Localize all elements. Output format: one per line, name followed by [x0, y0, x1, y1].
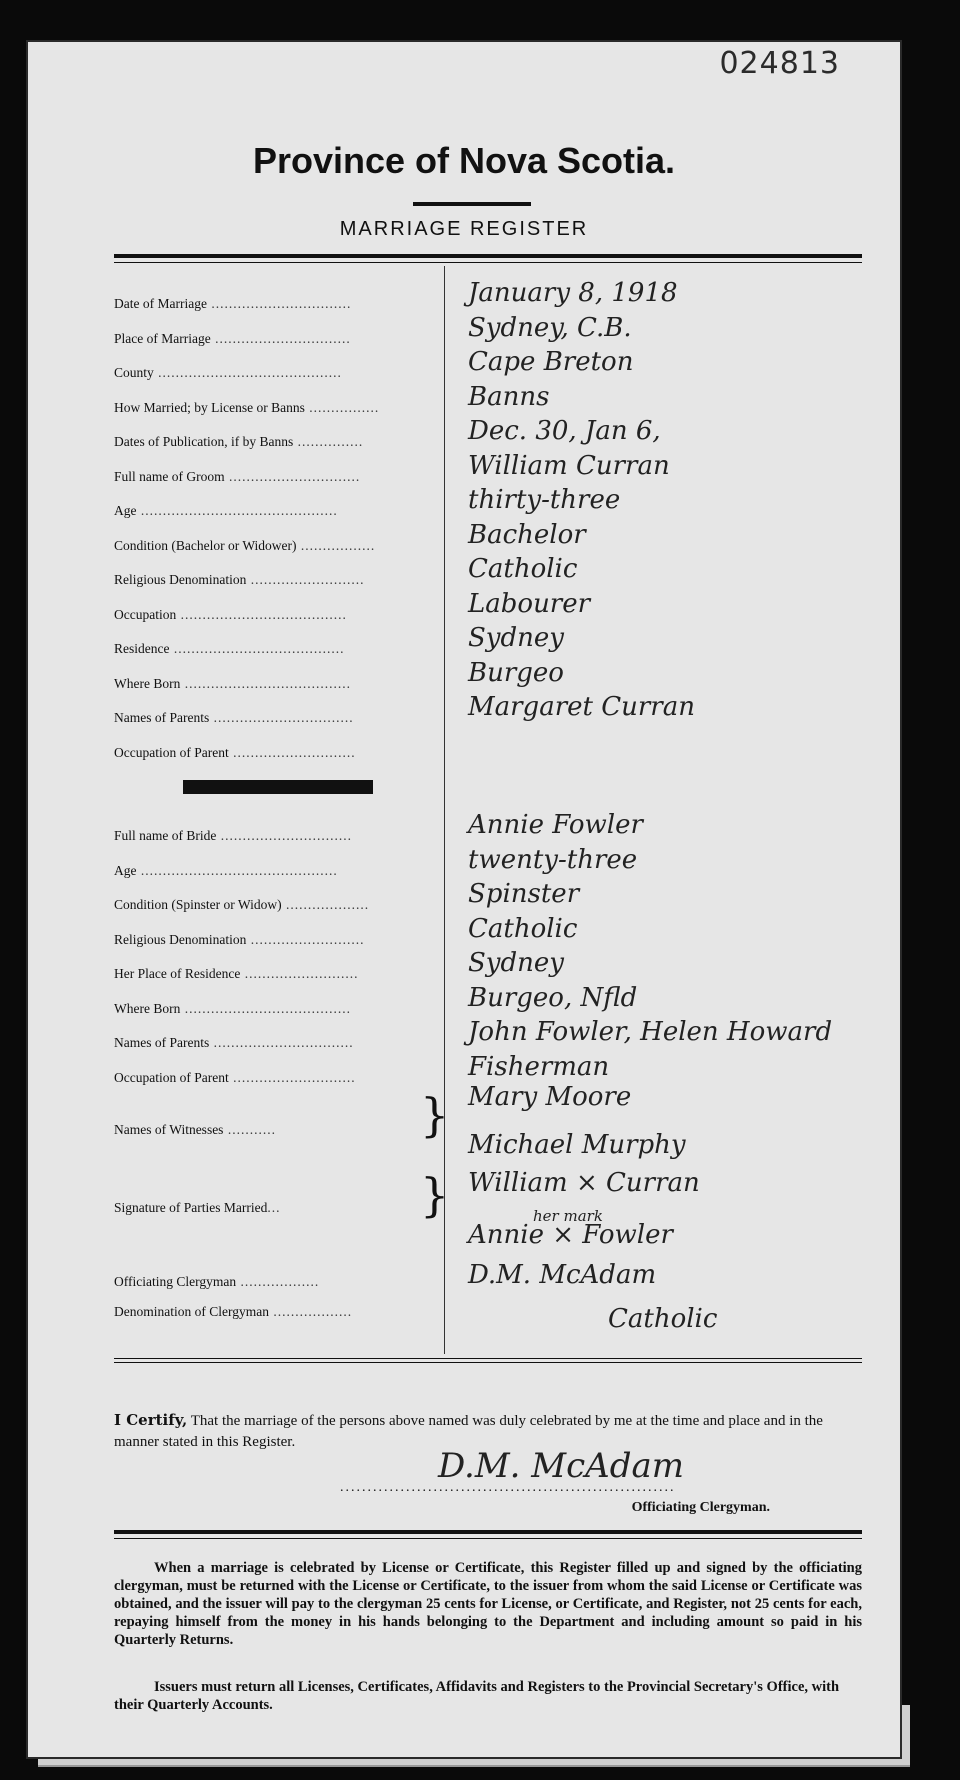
clergyman-value: D.M. McAdam [468, 1260, 657, 1290]
field-label-row: Date of Marriage ................................ [114, 296, 352, 311]
field-label: Where Born [114, 675, 181, 691]
field-label-row: How Married; by License or Banns ................ [114, 399, 380, 415]
title-rule [413, 202, 531, 206]
field-value: January 8, 1918 [468, 278, 678, 308]
field-value: twenty-three [468, 844, 638, 875]
field-label-row: Full name of Groom .............................. [114, 468, 361, 484]
witness-1: Mary Moore [468, 1082, 632, 1112]
certify-text: That the marriage of the persons above named was duly celebrated by me at the time and place and in the manner stated in this Register. [114, 1413, 823, 1450]
field-value: Labourer [468, 588, 591, 619]
mark-note: her mark [533, 1207, 603, 1225]
field-label-row: Occupation of Parent ............................ [114, 744, 356, 760]
field-value: John Fowler, Helen Howard [468, 1017, 833, 1047]
form-subtitle: MARRIAGE REGISTER [339, 218, 589, 240]
field-value: Catholic [468, 913, 578, 944]
field-value: Margaret Curran [468, 692, 695, 722]
field-label: Place of Marriage [114, 330, 211, 346]
denomination-clergy-value: Catholic [608, 1304, 718, 1334]
section-bar [183, 780, 373, 794]
field-label-row: Names of Parents ................................ [114, 1035, 354, 1050]
field-label: Condition (Spinster or Widow) [114, 897, 282, 912]
register-form [28, 42, 900, 1757]
field-label-row: Where Born ...................................... [114, 1000, 351, 1016]
witnesses-brace: } [420, 1088, 450, 1142]
certify-rule-top2 [114, 1362, 862, 1363]
field-label-row: Condition (Bachelor or Widower) ................. [114, 537, 376, 553]
field-value: Burgeo, Nfld [468, 982, 638, 1013]
field-label: Religious Denomination [114, 572, 247, 587]
field-value: Sydney [468, 948, 564, 978]
denomination-clergy-label: Denomination of Clergyman [114, 1304, 269, 1319]
field-value: Annie Fowler [468, 810, 643, 840]
field-label-row: Age ............................................. [114, 503, 338, 518]
signature-line: ............................................................. [340, 1480, 676, 1495]
field-value: Fisherman [468, 1051, 610, 1082]
field-value: Banns [468, 381, 550, 412]
field-label-row: Condition (Spinster or Widow) ................... [114, 897, 370, 912]
field-label: Age [114, 503, 137, 518]
field-label: Dates of Publication, if by Banns [114, 434, 294, 449]
field-value: William Curran [468, 450, 670, 481]
field-label-row: County .......................................... [114, 365, 342, 380]
field-label-row: Occupation of Parent ............................ [114, 1069, 356, 1085]
field-value: Bachelor [468, 519, 586, 550]
witness-2: Michael Murphy [468, 1130, 686, 1160]
clergyman-label: Officiating Clergyman [114, 1274, 237, 1289]
field-label: Names of Parents [114, 1035, 210, 1050]
field-label-row: Her Place of Residence .......................... [114, 966, 359, 981]
field-label-row: Religious Denomination .......................... [114, 572, 365, 587]
field-label: County [114, 365, 154, 380]
field-value: Dec. 30, Jan 6, [468, 416, 661, 446]
signatures-label: Signature of Parties Married [114, 1200, 268, 1215]
field-value: Cape Breton [468, 347, 634, 377]
field-label: Condition (Bachelor or Widower) [114, 537, 297, 553]
field-label: Her Place of Residence [114, 966, 241, 981]
field-value: Sydney, C.B. [468, 312, 632, 343]
field-label: How Married; by License or Banns [114, 399, 305, 415]
field-label-row: Where Born ...................................... [114, 675, 351, 691]
field-label: Residence [114, 641, 170, 656]
certify-lead: I Certify, [114, 1411, 188, 1429]
signatures-brace: } [420, 1168, 450, 1222]
signatures-label-row: Signature of Parties Married... [114, 1200, 281, 1215]
signature-caption: Officiating Clergyman. [631, 1500, 770, 1515]
field-label-row: Full name of Bride .............................. [114, 828, 352, 843]
field-label-row: Religious Denomination .......................... [114, 931, 365, 947]
signature-bride: Annie × Fowler [468, 1220, 673, 1250]
field-label: Full name of Bride [114, 828, 217, 843]
notice-rule-thin [114, 1538, 862, 1539]
certify-rule-top [114, 1358, 862, 1359]
notice-rule [114, 1530, 862, 1534]
field-label: Names of Parents [114, 710, 210, 725]
field-value: Spinster [468, 879, 580, 909]
field-value: Catholic [468, 554, 578, 584]
field-value: Sydney [468, 623, 564, 653]
signature-groom: William × Curran [468, 1168, 700, 1198]
field-label: Age [114, 862, 137, 878]
form-title: Province of Nova Scotia. [252, 140, 676, 181]
header-rule [114, 254, 862, 258]
field-label: Full name of Groom [114, 468, 225, 484]
field-label-row: Occupation ...................................... [114, 606, 347, 622]
field-value: thirty-three [468, 485, 621, 515]
witnesses-label-row: Names of Witnesses ........... [114, 1122, 276, 1137]
field-label: Occupation of Parent [114, 1069, 229, 1085]
field-value: Burgeo [468, 657, 564, 688]
field-label: Date of Marriage [114, 296, 207, 311]
field-label-row: Residence ....................................... [114, 641, 345, 656]
stamp-number: 024813 [719, 46, 840, 81]
witnesses-label: Names of Witnesses [114, 1122, 224, 1137]
field-label: Where Born [114, 1000, 181, 1016]
header-rule-thin [114, 262, 862, 263]
clergyman-row: Officiating Clergyman .................. [114, 1274, 320, 1289]
field-label: Occupation of Parent [114, 744, 229, 760]
field-label: Occupation [114, 606, 177, 622]
field-label: Religious Denomination [114, 931, 247, 947]
denomination-clergy-row: Denomination of Clergyman .................. [114, 1304, 353, 1319]
notice-paragraph: When a marriage is celebrated by License or Certificate, this Register filled up and signed by the officiating clergyman, must be returned with the License or Certificate, to the issuer from whom the said License or Certificate was obtained, and the issuer will pay to the clergyman 25 cents for License, or Certificate, and Register, not 25 cents for each, repaying himself from the money in his hands belonging to the Department and including amount so paid in his Quarterly Returns. [114, 1560, 862, 1648]
notice-paragraph-2: Issuers must return all Licenses, Certificates, Affidavits and Registers to the Provincial Secretary's Office, with their Quarterly Accounts. [114, 1679, 840, 1713]
field-label-row: Place of Marriage ............................... [114, 330, 351, 346]
field-label-row: Age ............................................. [114, 862, 338, 878]
field-label-row: Dates of Publication, if by Banns ............... [114, 434, 364, 449]
field-label-row: Names of Parents ................................ [114, 710, 354, 725]
certify-signature: D.M. McAdam [438, 1446, 684, 1486]
